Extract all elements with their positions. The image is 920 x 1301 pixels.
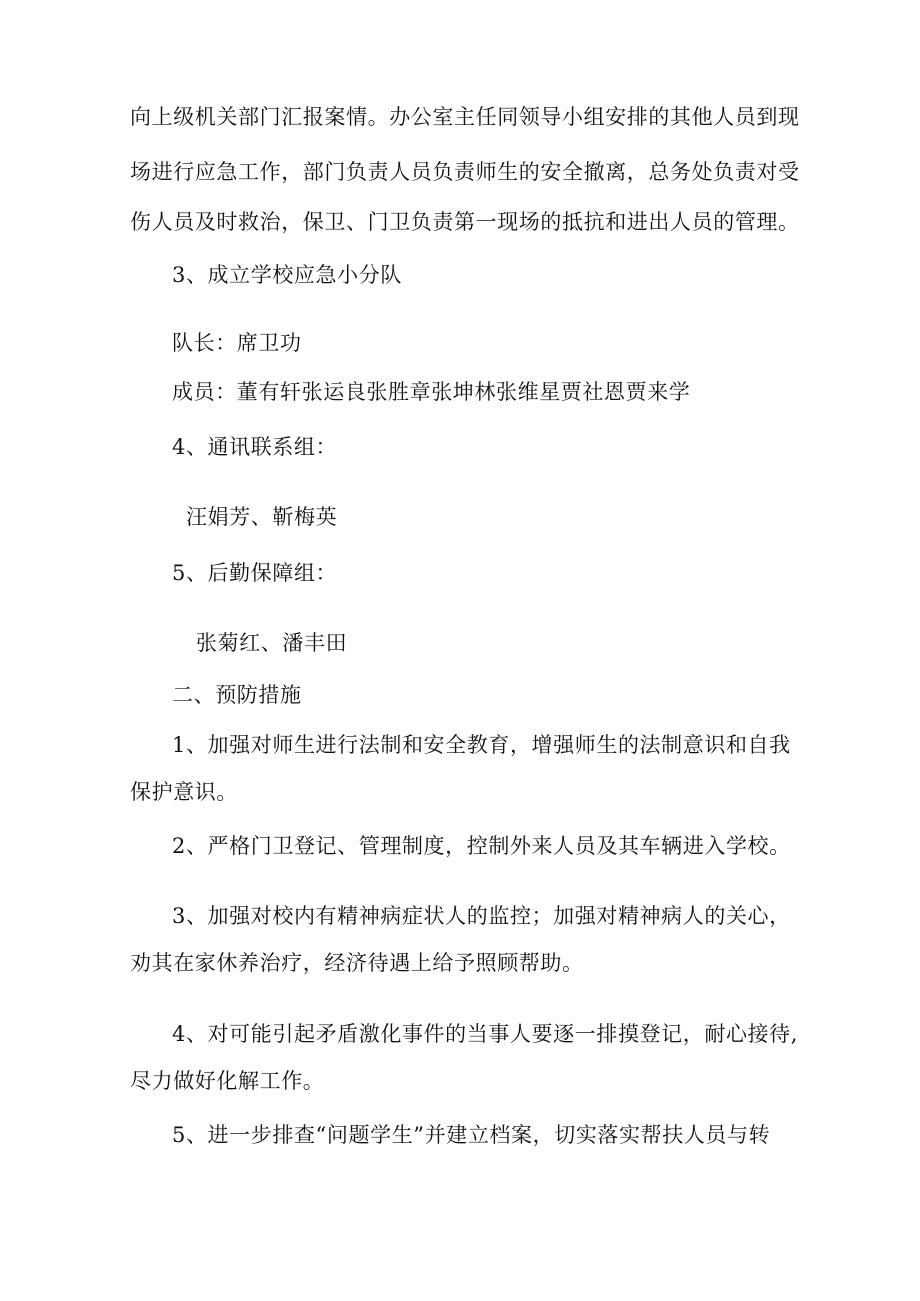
paragraph-line: 伤人员及时救治，保卫、门卫负责第一现场的抵抗和进出人员的管理。 xyxy=(130,210,800,234)
section-heading: 3、成立学校应急小分队 xyxy=(172,263,402,287)
paragraph-line: 4、对可能引起矛盾激化事件的当事人要逐一排摸登记，耐心接待, xyxy=(172,1022,799,1046)
team-members-line: 成员：董有轩张运良张胜章张坤林张维星贾社恩贾来学 xyxy=(172,380,691,404)
paragraph-line: 2、严格门卫登记、管理制度，控制外来人员及其车辆进入学校。 xyxy=(172,834,791,858)
section-heading: 4、通讯联系组： xyxy=(172,435,338,459)
member-names-line: 张菊红、潘丰田 xyxy=(196,631,348,655)
paragraph-line: 保护意识。 xyxy=(130,780,238,804)
paragraph-line: 场进行应急工作，部门负责人员负责师生的安全撤离，总务处负责对受 xyxy=(130,160,800,184)
paragraph-line: 3、加强对校内有精神病症状人的监控；加强对精神病人的关心， xyxy=(172,904,791,928)
paragraph-line: 1、加强对师生进行法制和安全教育，增强师生的法制意识和自我 xyxy=(172,733,791,757)
paragraph-line: 尽力做好化解工作。 xyxy=(130,1069,325,1093)
paragraph-line: 5、进一步排查“问题学生”并建立档案，切实落实帮扶人员与转 xyxy=(172,1123,771,1147)
paragraph-line: 劝其在家休养治疗，经济待遇上给予照顾帮助。 xyxy=(130,951,584,975)
section-heading: 5、后勤保障组： xyxy=(172,561,338,585)
team-leader-line: 队长：席卫功 xyxy=(172,331,302,355)
section-heading: 二、预防措施 xyxy=(172,683,302,707)
paragraph-line: 向上级机关部门汇报案情。办公室主任同领导小组安排的其他人员到现 xyxy=(130,105,800,129)
member-names-line: 汪娟芳、靳梅英 xyxy=(186,505,338,529)
